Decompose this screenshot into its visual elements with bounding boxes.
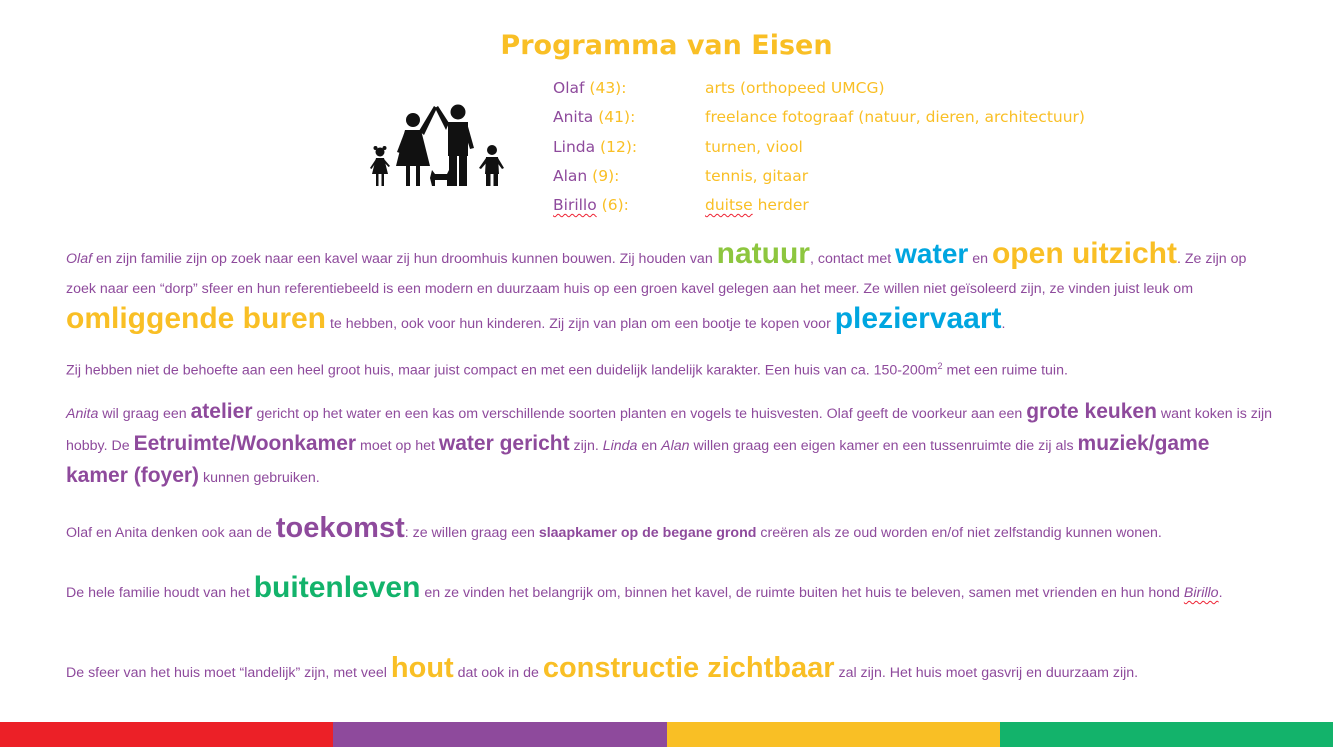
text: met een ruime tuin. <box>942 362 1068 379</box>
text: en ze vinden het belangrijk om, binnen het kavel, de ruimte buiten het huis te beleven, samen met vrienden en hun hond <box>420 585 1184 601</box>
member-name: Alan <box>553 166 588 185</box>
name-birillo: Birillo <box>1183 585 1219 601</box>
member-description <box>705 196 809 214</box>
keyword-constructie-zichtbaar: constructie zichtbaar <box>542 652 835 684</box>
keyword-grote-keuken: grote keuken <box>1026 400 1157 423</box>
text: want koken is zijn hobby. De <box>66 406 1273 454</box>
member-name: Olaf <box>553 79 585 97</box>
member-alan <box>553 166 809 196</box>
member-description: turnen, viool <box>705 137 803 156</box>
text: . <box>1218 585 1223 601</box>
color-bar-red <box>0 722 333 747</box>
name-linda: Linda <box>602 438 638 454</box>
text: creëren als ze oud worden en/of niet zelfstandig kunnen wonen. <box>756 525 1162 541</box>
member-olaf <box>553 79 885 108</box>
text: kunnen gebruiken. <box>199 470 320 486</box>
text: willen graag een eigen kamer en een tussenruimte die zij als <box>689 438 1078 454</box>
member-name: Anita <box>553 108 594 127</box>
text: te hebben, ook voor hun kinderen. Zij zijn van plan om een bootje te kopen voor <box>326 316 835 332</box>
color-bar-yellow <box>667 722 1000 747</box>
member-birillo <box>553 196 809 225</box>
text: moet op het <box>356 438 439 454</box>
member-description: tennis, gitaar <box>705 166 809 185</box>
paragraph-outdoor <box>66 573 1276 608</box>
text: gericht op het water en een kas om verschillende soorten planten en vogels te huisvesten. Olaf geeft de voorkeur aan een <box>252 406 1027 422</box>
paragraph-rooms <box>66 397 1276 493</box>
page-title: Programma van Eisen <box>500 30 833 61</box>
paragraph-size <box>66 351 1276 386</box>
superscript: 2 <box>937 361 943 371</box>
member-age: (12): <box>600 137 638 156</box>
keyword-muziek-game-kamer: muziek/game kamer (foyer) <box>66 432 1210 487</box>
member-age: (9): <box>592 166 620 185</box>
family-icon <box>368 100 508 190</box>
member-linda <box>553 137 803 167</box>
keyword-hout: hout <box>390 652 454 684</box>
member-age: (6): <box>601 196 629 215</box>
name-anita: Anita <box>66 406 99 422</box>
text: : ze willen graag een <box>404 525 539 541</box>
keyword-eetruimte-woonkamer: Eetruimte/Woonkamer <box>133 432 357 455</box>
keyword-atelier: atelier <box>190 400 253 423</box>
keyword-natuur: natuur <box>716 237 810 270</box>
member-anita <box>553 108 1085 137</box>
member-description: arts (orthopeed UMCG) <box>705 79 885 97</box>
keyword-water-gericht: water gericht <box>438 432 570 455</box>
member-description-part: herder <box>752 196 809 215</box>
text: wil graag een <box>98 406 191 422</box>
member-age: (41): <box>598 108 636 127</box>
text: dat ook in de <box>453 665 543 681</box>
color-bar-purple <box>333 722 666 747</box>
text: . <box>1001 316 1006 332</box>
color-bar-green <box>1000 722 1333 747</box>
text: . Ze zijn op zoek naar een “dorp” sfeer en hun referentiebeeld is een modern en duurzaam huis op een groen kavel gelegen aan het meer. Ze willen niet geïsoleerd zijn, ze vinden juist leuk om <box>66 251 1247 297</box>
text: Olaf en Anita denken ook aan de <box>66 525 276 541</box>
keyword-slaapkamer: slaapkamer op de begane grond <box>538 525 757 541</box>
keyword-water: water <box>895 238 969 269</box>
keyword-buitenleven: buitenleven <box>253 571 421 604</box>
keyword-open-uitzicht: open uitzicht <box>991 237 1177 270</box>
text: en <box>637 438 662 454</box>
keyword-omliggende-buren: omliggende buren <box>66 302 327 335</box>
name-olaf: Olaf <box>66 251 93 267</box>
paragraph-atmosphere <box>66 653 1276 688</box>
paragraph-future <box>66 513 1276 548</box>
keyword-pleziervaart: pleziervaart <box>834 302 1002 335</box>
color-bar <box>0 722 1333 747</box>
member-description-part: duitse <box>705 196 753 215</box>
text: Zij hebben niet de behoefte aan een heel groot huis, maar juist compact en met een duidelijk landelijk karakter. Een huis van ca. 150-200m <box>66 362 938 379</box>
text: zal zijn. Het huis moet gasvrij en duurzaam zijn. <box>834 665 1139 681</box>
paragraph-intro <box>66 239 1276 339</box>
text: , contact met <box>809 251 896 267</box>
keyword-toekomst: toekomst <box>275 512 405 544</box>
name-alan: Alan <box>661 438 690 454</box>
text: en zijn familie zijn op zoek naar een kavel waar zij hun droomhuis kunnen bouwen. Zij houden van <box>92 251 717 267</box>
text: De hele familie houdt van het <box>66 585 254 601</box>
text: zijn. <box>569 438 603 454</box>
member-description: freelance fotograaf (natuur, dieren, architectuur) <box>705 108 1085 127</box>
member-name: Birillo <box>553 196 597 215</box>
family-members-list <box>553 79 1085 225</box>
text: De sfeer van het huis moet “landelijk” zijn, met veel <box>66 665 391 681</box>
member-name: Linda <box>553 137 596 156</box>
text: en <box>968 251 992 267</box>
member-age: (43): <box>589 79 627 97</box>
